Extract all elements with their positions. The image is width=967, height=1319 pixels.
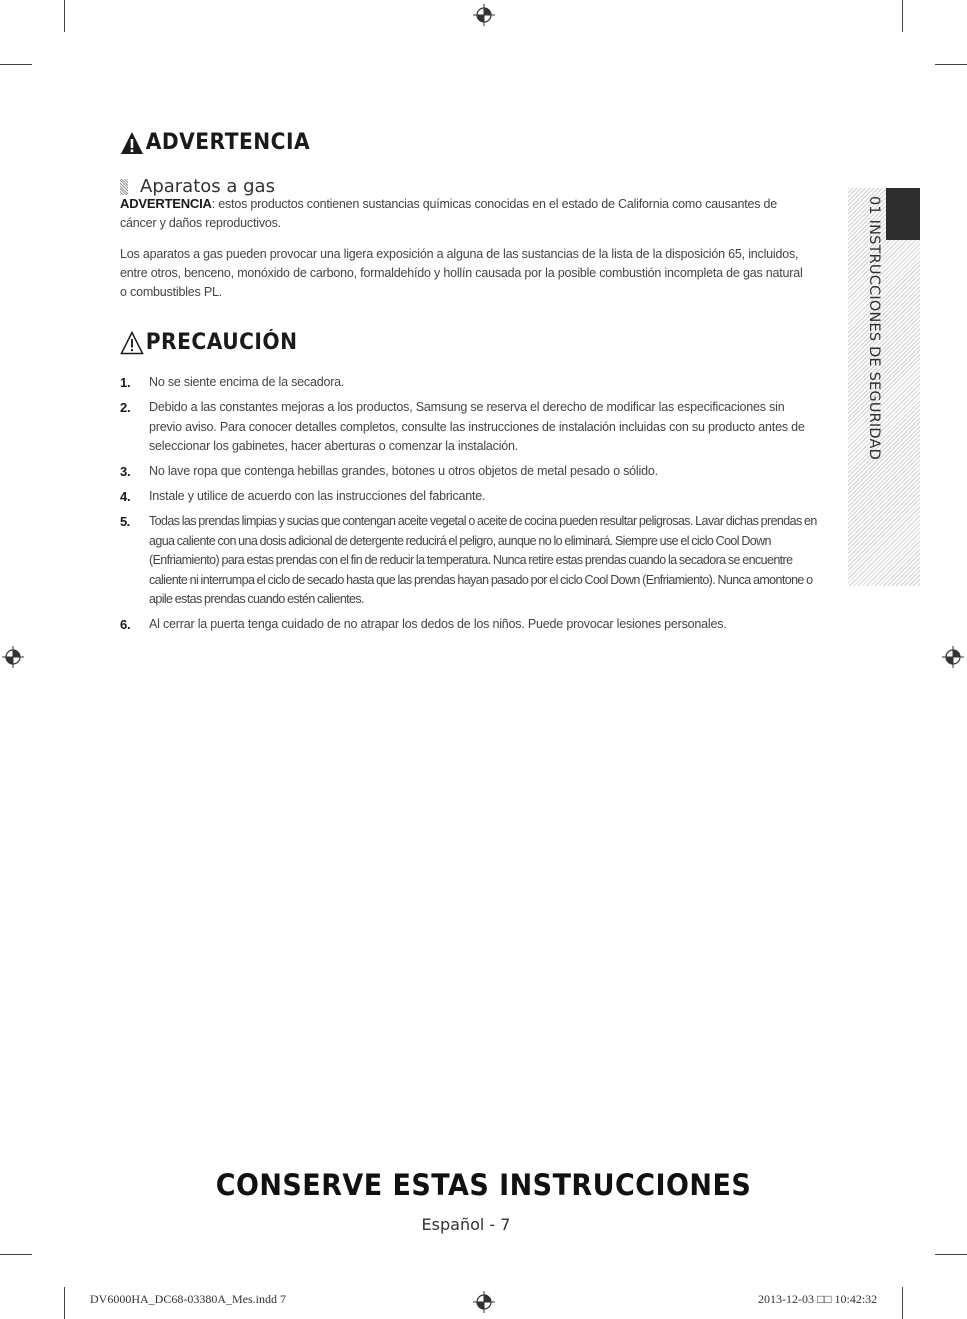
- registration-mark-icon: [942, 646, 964, 668]
- list-item: 1. No se siente encima de la secadora.: [120, 375, 345, 390]
- crop-mark: [64, 1287, 65, 1319]
- list-item: 6. Al cerrar la puerta tenga cuidado de no atrapar los dedos de los niños. Puede provocar lesiones personales.: [120, 617, 727, 632]
- warning-heading: [120, 130, 310, 155]
- list-item: 5. Todas las prendas limpias y sucias que contengan aceite vegetal o aceite de cocina pueden resultar peligrosas. Lavar dichas prendas en agua caliente con una dosis adicional de detergente reducirá el peligro, aunque no lo eliminará. Siempre use el ciclo Cool Down (Enfriamiento) para estas prendas con el fin de reducir la temperatura. Nunca retire estas prendas cuando la secadora se encuentre caliente ni interrumpa el ciclo de secado hasta que las prendas hayan pasado por el ciclo Cool Down (Enfriamiento). Nunca amontone o apile estas prendas cuando estén calientes.: [120, 514, 817, 606]
- crop-mark: [935, 1254, 967, 1255]
- caution-list: [120, 373, 820, 640]
- page-number: Español - 7: [421, 1215, 511, 1234]
- chapter-tab-marker: [886, 188, 920, 240]
- warning-paragraph: [120, 194, 810, 233]
- crop-mark: [64, 0, 65, 32]
- crop-mark: [0, 64, 32, 65]
- crop-mark: [902, 0, 903, 32]
- crop-mark: [0, 1254, 32, 1255]
- caution-heading: [120, 330, 297, 355]
- section-title-text: Aparatos a gas: [140, 176, 275, 197]
- gas-paragraph: Los aparatos a gas pueden provocar una ligera exposición a alguna de las sustancias de la lista de la disposición 65, incluidos, entre otros, benceno, monóxido de carbono, formaldehído y hollín causada por la posible combustión incompleta de gas natural o combustibles PL.: [120, 247, 803, 299]
- warning-label: ADVERTENCIA: [120, 196, 212, 211]
- list-item: 2. Debido a las constantes mejoras a los productos, Samsung se reserva el derecho de modificar las especificaciones sin previo aviso. Para conocer detalles completos, consulte las instrucciones de instalación incluidas con su producto antes de seleccionar los gabinetes, hacer aberturas o comenzar la instalación.: [120, 400, 805, 453]
- list-item: 4. Instale y utilice de acuerdo con las instrucciones del fabricante.: [120, 489, 486, 504]
- warning-paragraph-text: : estos productos contienen sustancias químicas conocidas en el estado de California como causantes de cáncer y daños reproductivos.: [120, 197, 778, 230]
- footer-title: CONSERVE ESTAS INSTRUCCIONES: [215, 1168, 752, 1202]
- registration-mark-icon: [473, 4, 495, 26]
- registration-mark-icon: [2, 646, 24, 668]
- print-slug-file: DV6000HA_DC68-03380A_Mes.indd 7: [90, 1292, 286, 1306]
- warning-heading-text: ADVERTENCIA: [145, 130, 311, 155]
- print-slug-datetime: 2013-12-03 □□ 10:42:32: [758, 1292, 878, 1306]
- caution-triangle-icon: [120, 331, 144, 355]
- registration-mark-icon: [473, 1291, 495, 1313]
- caution-heading-text: PRECAUCIÓN: [145, 330, 298, 355]
- list-item: 3. No lave ropa que contenga hebillas grandes, botones u otros objetos de metal pesado o sólido.: [120, 464, 658, 479]
- crop-mark: [902, 1287, 903, 1319]
- warning-triangle-icon: [120, 131, 144, 155]
- chapter-tab-label: 01 INSTRUCCIONES DE SEGURIDAD: [866, 196, 882, 460]
- crop-mark: [935, 64, 967, 65]
- section-bullet-icon: [120, 179, 128, 195]
